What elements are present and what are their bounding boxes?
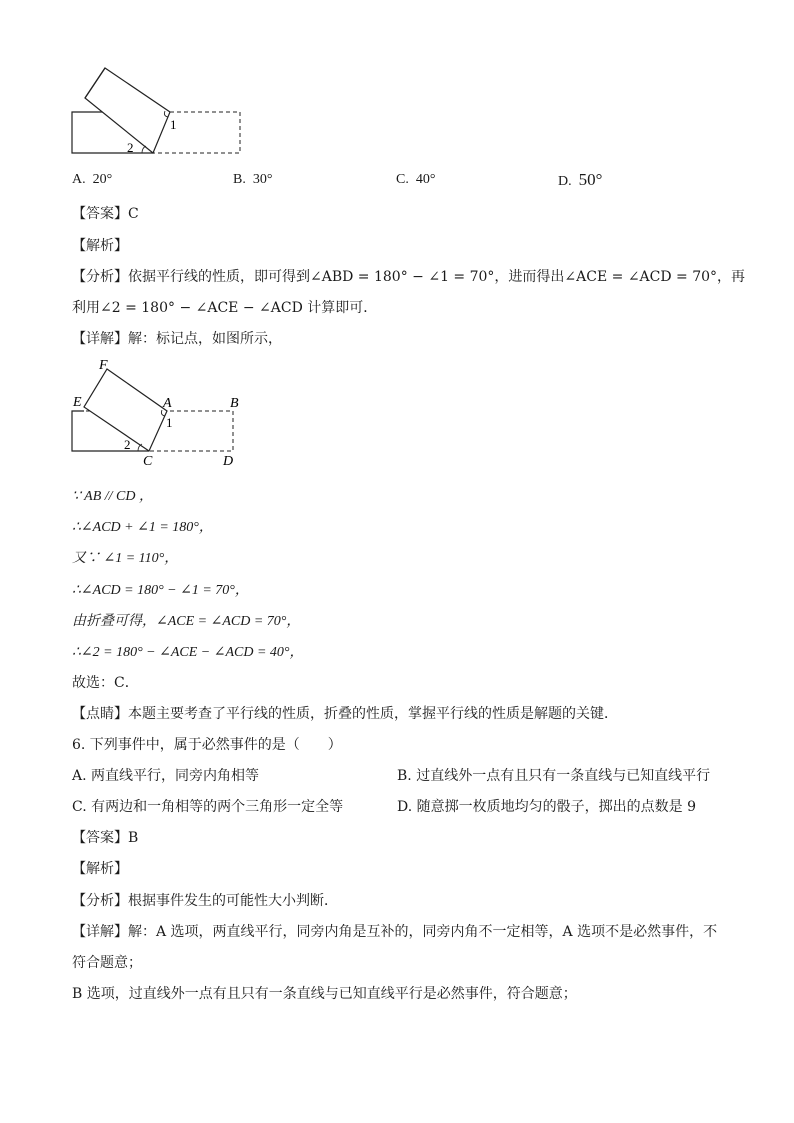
point-f-label: F <box>99 358 108 373</box>
q5-answer: 【答案】C <box>72 206 139 222</box>
q6-answer: 【答案】B <box>72 830 139 846</box>
option-d <box>558 170 602 190</box>
q6-option-d: D. 随意掷一枚质地均匀的骰子，掷出的点数是 9 <box>397 799 696 815</box>
point-a-label: A <box>163 396 172 411</box>
option-a-letter: A. <box>72 172 86 187</box>
q6-option-a: A. 两直线平行，同旁内角相等 <box>72 768 260 784</box>
q6-detail-b: B 选项，过直线外一点有且只有一条直线与已知直线平行是必然事件，符合题意； <box>72 986 577 1002</box>
step-7: 故选：C． <box>72 675 139 691</box>
step-5: 由折叠可得，∠ACE = ∠ACD = 70°， <box>72 614 301 629</box>
option-b-letter: B. <box>233 172 246 187</box>
option-a <box>72 172 112 188</box>
q6-analysis: 【分析】根据事件发生的可能性大小判断． <box>72 893 338 909</box>
q6-option-b: B. 过直线外一点有且只有一条直线与已知直线平行 <box>397 768 711 784</box>
option-a-value: 20° <box>92 172 113 187</box>
point-e-label: E <box>73 395 82 410</box>
folded-rectangle-figure <box>60 60 260 160</box>
option-d-letter: D. <box>558 174 572 189</box>
option-d-value: 50° <box>578 170 603 189</box>
q6-detail-line1: 【详解】解：A 选项，两直线平行，同旁内角是互补的，同旁内角不一定相等，A 选项不是必然事件，不 <box>72 924 718 940</box>
angle-2-label: 2 <box>127 140 134 155</box>
labeled-fold-figure <box>60 355 260 470</box>
step-4: ∴∠ACD = 180° − ∠1 = 70°， <box>72 583 249 598</box>
option-c <box>396 172 435 188</box>
point-c-label: C <box>143 454 153 469</box>
option-c-value: 40° <box>415 172 436 187</box>
q5-analysis-line1: 【分析】依据平行线的性质，即可得到∠ABD = 180° − ∠1 = 70°，进而得出∠ACE = ∠ACD = 70°，再 <box>72 269 746 285</box>
point-d-label: D <box>223 454 234 469</box>
step-6: ∴∠2 = 180° − ∠ACE − ∠ACD = 40°， <box>72 645 304 660</box>
option-b <box>233 172 272 188</box>
q5-analysis-line2: 利用∠2 = 180° − ∠ACE − ∠ACD 计算即可． <box>72 300 378 316</box>
angle-1-label: 1 <box>170 117 177 132</box>
option-b-value: 30° <box>252 172 273 187</box>
q5-detail-intro: 【详解】解：标记点，如图所示， <box>72 331 282 347</box>
angle-2-label-2: 2 <box>124 437 131 452</box>
point-b-label: B <box>230 396 239 411</box>
q5-key-point: 【点睛】本题主要考查了平行线的性质，折叠的性质，掌握平行线的性质是解题的关键． <box>72 706 618 722</box>
q6-stem: 6. 下列事件中，属于必然事件的是（ ） <box>72 737 342 753</box>
step-1: ∵ AB // CD ， <box>72 489 153 504</box>
option-c-letter: C. <box>396 172 409 187</box>
angle-1-label-2: 1 <box>166 415 173 430</box>
q6-detail-line2: 符合题意； <box>72 955 142 971</box>
q5-analysis-heading: 【解析】 <box>72 238 128 254</box>
q6-option-c: C. 有两边和一角相等的两个三角形一定全等 <box>72 799 344 815</box>
step-2: ∴∠ACD + ∠1 = 180°， <box>72 520 213 535</box>
q6-analysis-heading: 【解析】 <box>72 861 128 877</box>
step-3: 又∵ ∠1 = 110°， <box>72 551 179 566</box>
